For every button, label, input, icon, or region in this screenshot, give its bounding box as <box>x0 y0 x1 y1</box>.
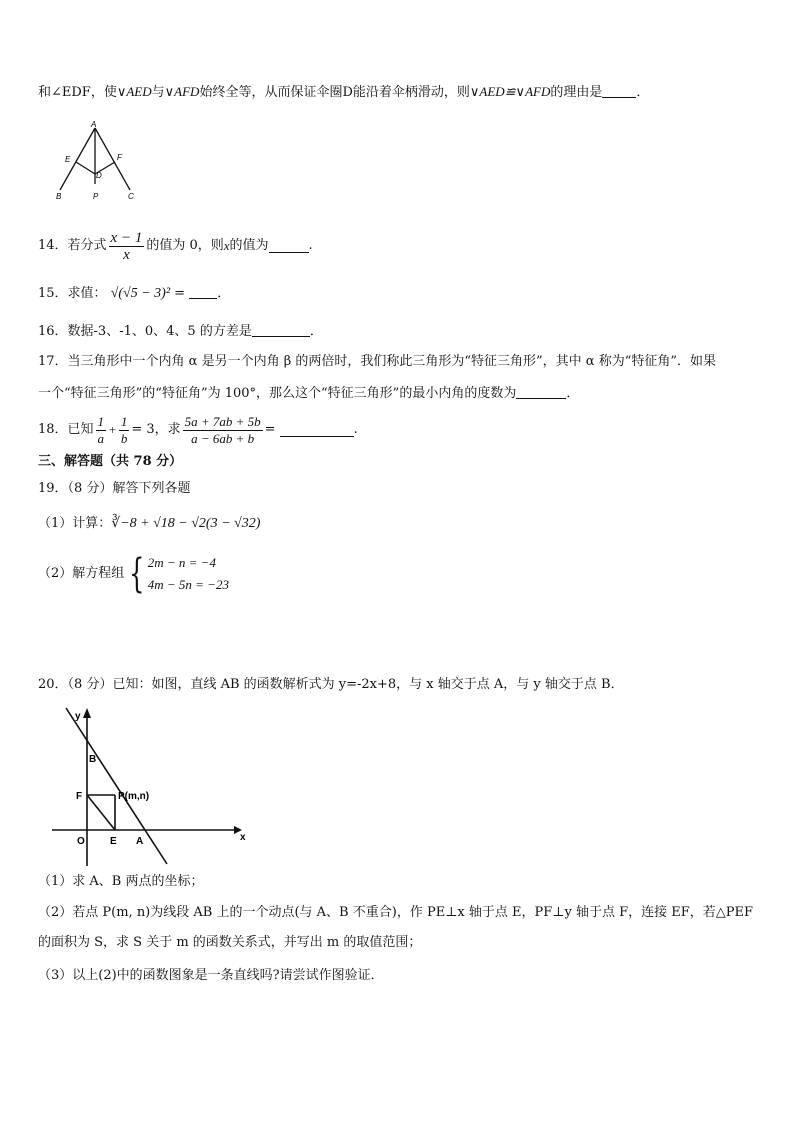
q16: 16．数据-3、-1、0、4、5 的方差是 ． <box>38 324 323 339</box>
q13-text: 和∠EDF，使∨AED与∨AFD始终全等，从而保证伞圈D能沿着伞柄滑动，则∨AED≌∨AFD的理由是 ． <box>38 84 650 100</box>
label-e: E <box>110 836 117 847</box>
q19-title: 19．（8 分）解答下列各题 <box>38 481 191 496</box>
q17-line1: 17．当三角形中一个内角 α 是另一个内角 β 的两倍时，我们称此三角形为“特征三角形”，其中 α 称为“特征角”．如果 <box>38 354 716 369</box>
q20-part2-line1: （2）若点 P(m, n)为线段 AB 上的一个动点(与 A、B 不重合)，作 PE⊥x 轴于点 E，PF⊥y 轴于点 F，连接 EF，若△PEF <box>38 905 754 920</box>
q14-fraction: $\frac{x - 1}{x}$ <box>110 229 143 263</box>
q18: 18．已知 $\frac{1}{a}$ + $\frac{1}{b}$ = 3，求 $\frac{5a + 7ab + 5b}{a - 6ab + b}$ = . <box>38 413 358 446</box>
label-x: x <box>240 832 246 843</box>
q14-answer-blank[interactable] <box>269 239 309 253</box>
q19-part1: （1）计算：∛−8 + √18 − √2(3 − √32) <box>38 516 261 531</box>
q14: 14．若分式 $\frac{x - 1}{x}$ 的值为 0，则 x 的值为 . <box>38 229 313 263</box>
label-a: A <box>91 120 97 129</box>
q18-frac-1: $\frac{1}{a}$ <box>97 413 105 446</box>
q18-big-fraction: $\frac{5a + 7ab + 5b}{a - 6ab + b}$ <box>184 413 261 446</box>
q17-line2: 一个“特征三角形”的“特征角”为 100°，那么这个“特征三角形”的最小内角的度数为 ． <box>38 386 580 401</box>
q13-congruence: ∨AED≌∨AFD <box>469 84 551 99</box>
q20-part3: （3）以上(2)中的函数图象是一条直线吗?请尝试作图验证． <box>38 968 384 983</box>
label-c: C <box>128 192 134 201</box>
label-e: E <box>65 155 71 164</box>
q18-frac-2: $\frac{1}{b}$ <box>120 413 128 446</box>
q13-triangle-afd: ∨AFD <box>164 84 200 99</box>
equation-system: 2m − n = −4 4m − 5n = −23 <box>147 555 229 592</box>
q13-answer-blank[interactable] <box>602 84 636 98</box>
q13-part-c: 始终全等，从而保证伞圈D能沿着伞柄滑动，则 <box>199 85 470 100</box>
q19-part2: （2）解方程组 { 2m − n = −4 4m − 5n = −23 <box>38 551 229 597</box>
label-p: P <box>93 192 99 201</box>
label-o: O <box>77 836 85 847</box>
section-heading: 三、解答题（共 78 分） <box>38 454 183 469</box>
q17-answer-blank[interactable] <box>516 385 566 399</box>
label-a: A <box>136 836 144 847</box>
q18-answer-blank[interactable] <box>280 423 354 437</box>
label-y: y <box>75 711 81 722</box>
label-f: F <box>76 791 83 802</box>
label-f: F <box>117 153 122 162</box>
q20-part1: （1）求 A、B 两点的坐标； <box>38 874 204 889</box>
q19-expression: ∛−8 + √18 − √2(3 − √32) <box>111 516 261 531</box>
q15: 15．求值： √(√5 − 3)² = ． <box>38 286 231 301</box>
q20-title: 20．（8 分）已知：如图，直线 AB 的函数解析式为 y=-2x+8，与 x 轴交于点 A，与 y 轴交于点 B． <box>38 677 624 692</box>
umbrella-figure <box>48 118 144 206</box>
label-b: B <box>56 192 62 201</box>
q20-graph <box>44 706 252 870</box>
q13-part-d: 的理由是 <box>550 85 603 100</box>
q15-answer-blank[interactable] <box>189 285 217 299</box>
q15-expression: √(√5 − 3)² <box>110 286 171 301</box>
q16-answer-blank[interactable] <box>252 323 310 337</box>
q13-part-b: 与 <box>151 85 165 100</box>
label-d: D <box>96 171 102 180</box>
brace-icon: { <box>129 551 145 597</box>
q13-triangle-aed: ∨AED <box>116 84 152 99</box>
label-b: B <box>89 754 97 765</box>
q13-part-a: 和∠EDF，使 <box>38 85 117 100</box>
label-p: P(m,n) <box>118 791 150 802</box>
q20-part2-line2: 的面积为 S，求 S 关于 m 的函数关系式，并写出 m 的取值范围； <box>38 935 422 950</box>
